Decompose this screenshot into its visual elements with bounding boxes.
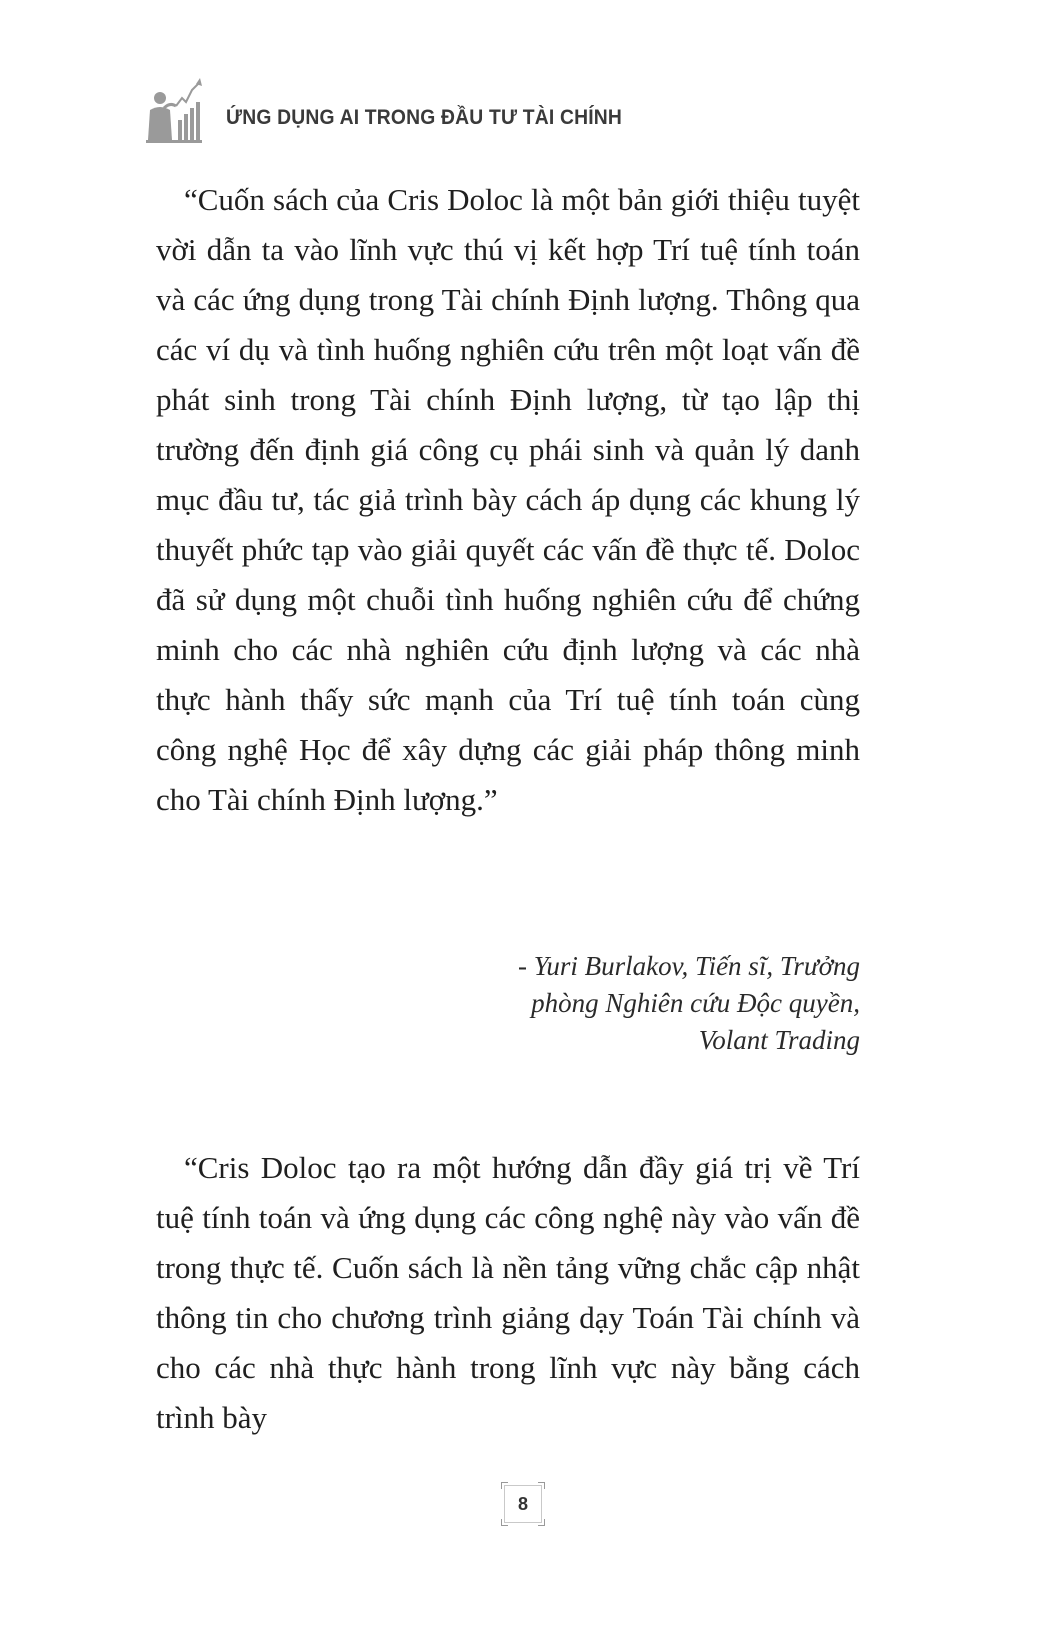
frame-corner <box>501 1519 508 1526</box>
header-title: ỨNG DỤNG AI TRONG ĐẦU TƯ TÀI CHÍNH <box>226 106 623 129</box>
quote-paragraph-2 <box>156 1143 860 1443</box>
quote-attribution <box>518 948 860 1059</box>
quote-paragraph-1 <box>156 175 860 825</box>
attribution-line-1: - Yuri Burlakov, Tiến sĩ, Trưởng <box>518 951 860 981</box>
growth-chart-person-icon <box>146 76 202 146</box>
frame-corner <box>538 1482 545 1489</box>
running-header <box>146 76 906 146</box>
page-number: 8 <box>517 1493 528 1514</box>
attribution-line-3: Volant Trading <box>698 1025 860 1055</box>
frame-corner <box>538 1519 545 1526</box>
quote-1-text: “Cuốn sách của Cris Doloc là một bản giới thiệu tuyệt vời dẫn ta vào lĩnh vực thú vị kết hợp Trí tuệ tính toán và các ứng dụng trong Tài chính Định lượng. Thông qua các ví dụ và tình huống nghiên cứu trên một loạt vấn đề phát sinh trong Tài chính Định lượng, từ tạo lập thị trường đến định giá công cụ phái sinh và quản lý danh mục đầu tư, tác giả trình bày cách áp dụng các khung lý thuyết phức tạp vào giải quyết các vấn đề thực tế. Doloc đã sử dụng một chuỗi tình huống nghiên cứu để chứng minh cho các nhà nghiên cứu định lượng và các nhà thực hành thấy sức mạnh của Trí tuệ tính toán cùng công nghệ Học để xây dựng các giải pháp thông minh cho Tài chính Định lượng.” <box>156 182 860 817</box>
quote-2-text: “Cris Doloc tạo ra một hướng dẫn đầy giá trị về Trí tuệ tính toán và ứng dụng các công nghệ này vào vấn đề trong thực tế. Cuốn sách là nền tảng vững chắc cập nhật thông tin cho chương trình giảng dạy Toán Tài chính và cho các nhà thực hành trong lĩnh vực này bằng cách trình bày <box>156 1150 860 1435</box>
page-number-frame <box>504 1485 542 1523</box>
frame-corner <box>501 1482 508 1489</box>
attribution-line-2: phòng Nghiên cứu Độc quyền, <box>531 988 860 1018</box>
